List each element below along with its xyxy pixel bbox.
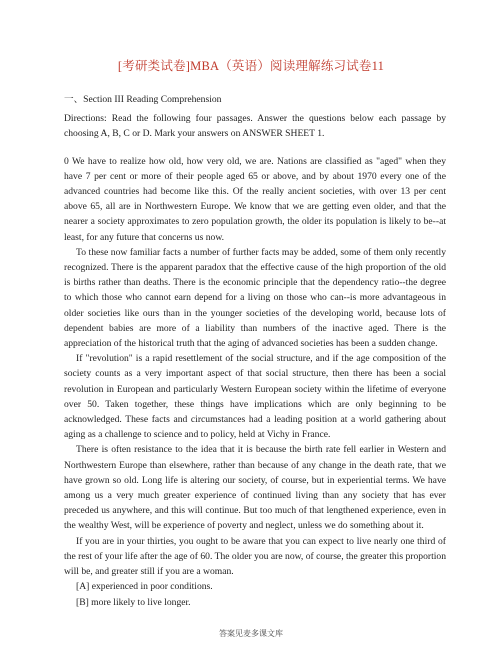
option-b: [B] more likely to live longer. (76, 596, 191, 608)
paragraph-4: There is often resistance to the idea that it is because the birth rate fell earlier in Western and Northwestern Europe than elsewhere, rather than because of any change in the death rate, that we have grown so old. Long life is altering our society, of course, but in experiential terms. We have among us a very much greater experience of continued living than any society that has ever preceded us anywhere, and this will continue. But too much of that lengthened experience, even in the wealthy West, will be experience of poverty and neglect, unless we do something about it. (64, 444, 446, 532)
paragraph-5: If you are in your thirties, you ought to be aware that you can expect to live nearly one third of the rest of your life after the age of 60. The older you are now, of course, the greater this proportion will be, and greater still if you are a woman. (64, 535, 446, 578)
paragraph-2: To these now familiar facts a number of further facts may be added, some of them only recently recognized. There is the apparent paradox that the effective cause of the high proportion of the old is births rather than deaths. There is the economic principle that the dependency ratio--the degree to which those who cannot earn depend for a living on those who can--is more advantageous in older societies like ours than in the younger societies of the developing world, because lots of dependent babies are more of a liability than numbers of the inactive aged. There is the appreciation of the historical truth that the aging of advanced societies has been a sudden change. (64, 246, 446, 350)
directions-text: Directions: Read the following four passages. Answer the questions below each passage by choosing A, B, C or D. Mark your answers on ANSWER SHEET 1. (64, 113, 446, 140)
option-a: [A] experienced in poor conditions. (76, 581, 213, 593)
page-title: [考研类试卷]MBA（英语）阅读理解练习试卷11 (117, 59, 385, 73)
page-footer: 答案见麦多课文库 (219, 629, 283, 638)
paragraph-3: If "revolution" is a rapid resettlement of the social structure, and if the age composition of the society counts as a very important aspect of that social structure, then there has been a social revolution in European and particularly Western European society within the lifetime of everyone over 50. Taken together, these things have implications which are only beginning to be acknowledged. These facts and circumstances had a leading position at a world gathering about aging as a challenge to science and to policy, held at Vichy in France. (64, 353, 446, 441)
section-heading: 一、Section III Reading Comprehension (64, 94, 222, 105)
document-body (64, 92, 446, 610)
paragraph-1: 0 We have to realize how old, how very old, we are. Nations are classified as "aged" when they have 7 per cent or more of their people aged 65 or above, and by about 1970 every one of the advanced countries had become like this. Of the really ancient societies, with over 13 per cent above 65, all are in Northwestern Europe. We know that we are getting even older, and that the nearer a society approximates to zero population growth, the older its population is likely to be--at least, for any future that concerns us now. (64, 155, 446, 243)
